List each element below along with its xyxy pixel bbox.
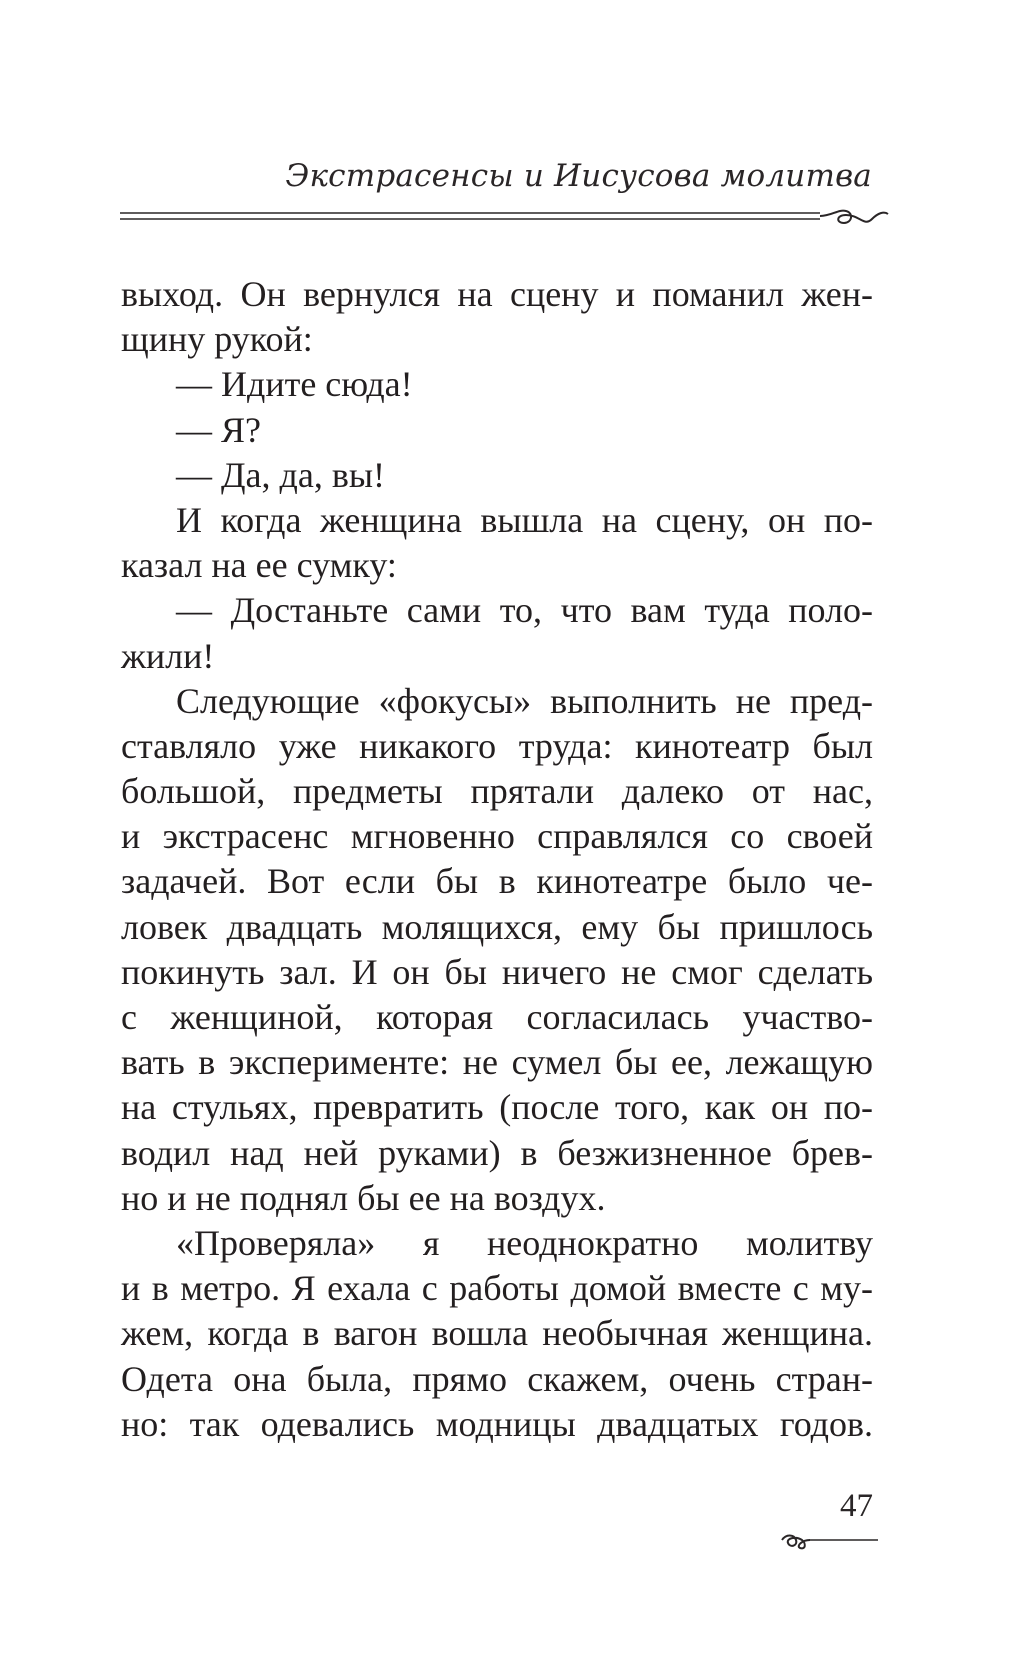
text-line: ставляло уже никакого труда: кинотеатр был	[121, 725, 873, 766]
paragraph-first-line: И когда женщина вышла на сцену, он по-	[176, 499, 873, 540]
header-swirl-icon	[820, 211, 888, 223]
text-line: большой, предметы прятали далеко от нас,	[121, 771, 873, 812]
body-text	[121, 272, 873, 1447]
text-line: но и не поднял бы ее на воздух.	[121, 1177, 606, 1218]
running-head: Экстрасенсы и Иисусова молитва	[285, 158, 872, 194]
text-line: на стульях, превратить (после того, как он по-	[121, 1087, 873, 1128]
footer-swirl-icon	[782, 1536, 810, 1549]
paragraph-first-line: «Проверяла» я неоднократно молитву	[176, 1222, 873, 1263]
text-line: покинуть зал. И он бы ничего не смог сделать	[121, 951, 873, 992]
text-line: и экстрасенс мгновенно справлялся со своей	[121, 816, 873, 857]
text-line: щину рукой:	[121, 319, 313, 360]
text-line: казал на ее сумку:	[121, 545, 397, 586]
text-line: водил над ней руками) в безжизненное брев-	[121, 1132, 873, 1173]
header-ornamental-rule	[120, 205, 890, 235]
paragraph-first-line: Следующие «фокусы» выполнить не пред-	[176, 680, 873, 721]
text-line: выход. Он вернулся на сцену и поманил жен-	[121, 274, 873, 314]
dialogue-line: — Достаньте сами то, что вам туда поло-	[176, 590, 873, 631]
text-line: Одета она была, прямо скажем, очень стран-	[121, 1358, 873, 1399]
text-line: задачей. Вот если бы в кинотеатре было че-	[121, 861, 873, 902]
text-line: жили!	[121, 635, 215, 676]
text-line: жем, когда в вагон вошла необычная женщина.	[121, 1313, 873, 1354]
footer-ornamental-rule	[780, 1528, 880, 1556]
text-line: но: так одевались модницы двадцатых годов.	[121, 1403, 873, 1444]
text-line: с женщиной, которая согласилась участво-	[121, 997, 873, 1037]
text-line: ловек двадцать молящихся, ему бы пришлось	[121, 906, 873, 947]
dialogue-line: — Да, да, вы!	[176, 454, 386, 495]
dialogue-line: — Я?	[176, 409, 261, 450]
page-number: 47	[840, 1488, 873, 1524]
text-line: и в метро. Я ехала с работы домой вместе с му-	[121, 1268, 873, 1309]
dialogue-line: — Идите сюда!	[176, 364, 413, 405]
text-line: вать в эксперименте: не сумел бы ее, лежащую	[121, 1042, 873, 1083]
